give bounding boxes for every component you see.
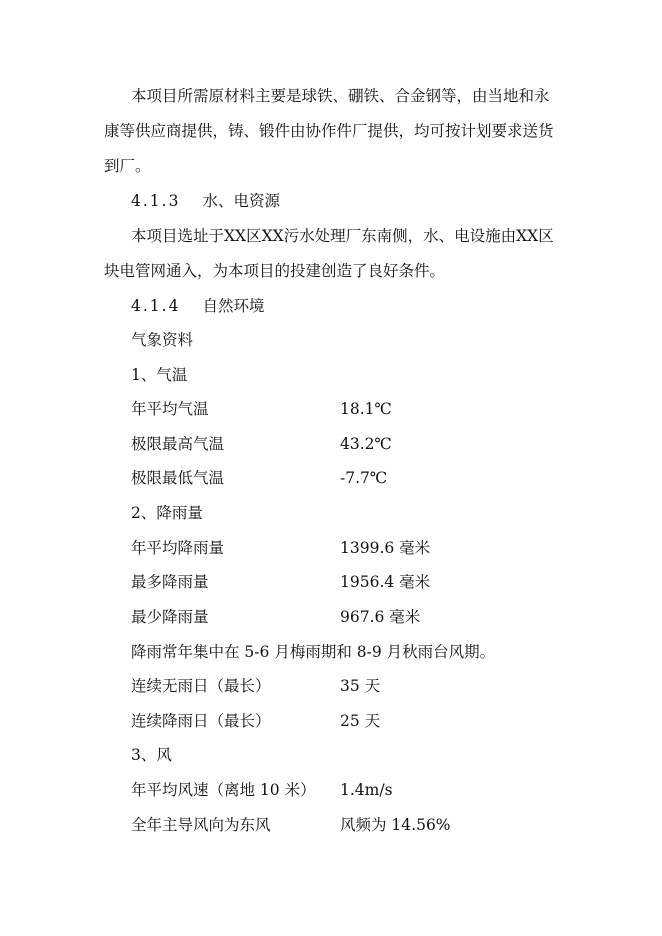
rainfall-subtitle: 2、降雨量 [131, 504, 203, 522]
row-value: 1399.6 毫米 [340, 539, 431, 557]
row-value: -7.7℃ [340, 469, 388, 487]
row-value: 43.2℃ [340, 435, 392, 453]
row-label: 极限最高气温 [131, 435, 225, 453]
row-label: 年平均降雨量 [131, 539, 225, 557]
row-label: 连续降雨日（最长） [131, 712, 271, 730]
paragraph-materials-line-1: 本项目所需原材料主要是球铁、硼铁、合金钢等，由当地和永 [131, 87, 550, 105]
section-number: 4.1.3 [131, 192, 181, 210]
row-label: 最多降雨量 [131, 573, 209, 591]
row-value: 25 天 [340, 712, 381, 730]
section-title: 自然环境 [202, 297, 265, 315]
row-value: 967.6 毫米 [340, 608, 421, 626]
temperature-subtitle: 1、气温 [131, 366, 188, 384]
row-value: 18.1℃ [340, 400, 392, 418]
row-label: 最少降雨量 [131, 608, 209, 626]
weather-data-title: 气象资料 [131, 331, 194, 349]
row-value: 风频为 14.56% [340, 816, 451, 834]
row-value: 1956.4 毫米 [340, 573, 431, 591]
section-title: 水、电资源 [202, 192, 280, 210]
row-label: 全年主导风向为东风 [131, 816, 271, 834]
row-label: 极限最低气温 [131, 469, 225, 487]
row-label: 连续无雨日（最长） [131, 677, 271, 695]
row-label: 年平均气温 [131, 400, 209, 418]
row-value: 35 天 [340, 677, 381, 695]
paragraph-materials-line-3: 到厂。 [104, 157, 151, 175]
paragraph-utilities-line-1: 本项目选址于XX区XX污水处理厂东南侧，水、电设施由XX区 [131, 227, 554, 245]
row-label: 年平均风速（离地 10 米） [131, 781, 316, 799]
rainfall-note: 降雨常年集中在 5-6 月梅雨期和 8-9 月秋雨台风期。 [131, 643, 496, 661]
paragraph-materials-line-2: 康等供应商提供，铸、锻件由协作件厂提供，均可按计划要求送货 [104, 122, 554, 140]
row-value: 1.4m/s [340, 781, 393, 799]
wind-subtitle: 3、风 [131, 746, 172, 764]
section-heading-4-1-4 [131, 296, 264, 316]
paragraph-utilities-line-2: 块电管网通入，为本项目的投建创造了良好条件。 [104, 262, 446, 280]
section-heading-4-1-3 [131, 191, 280, 211]
section-number: 4.1.4 [131, 297, 181, 315]
